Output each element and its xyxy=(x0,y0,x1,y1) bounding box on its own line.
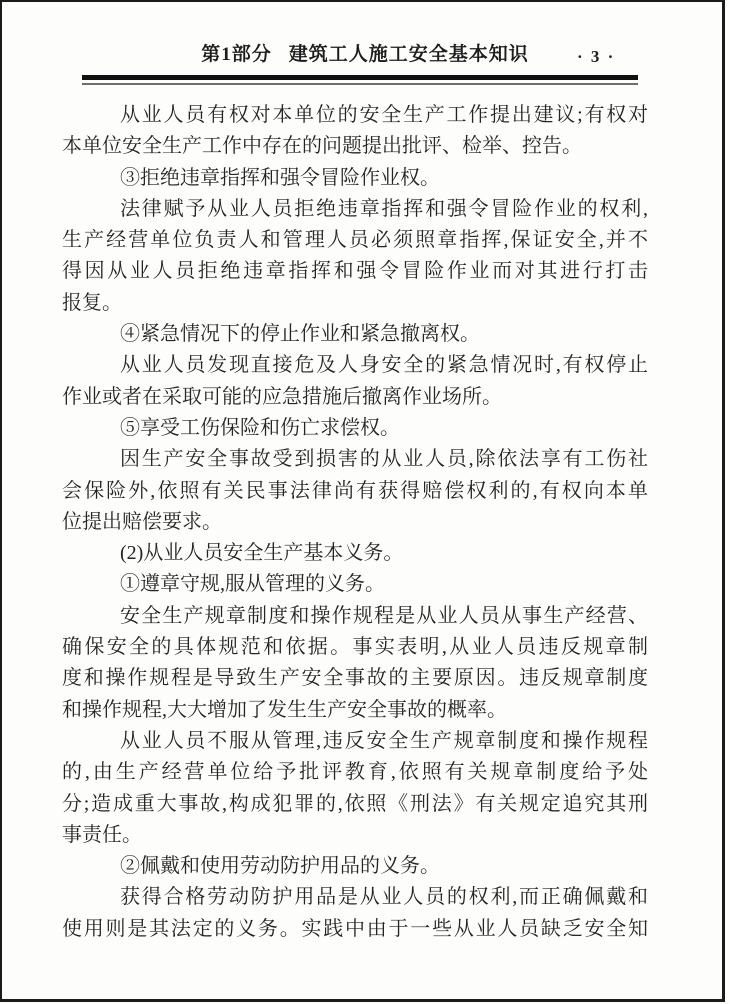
text-line: 获得合格劳动防护用品是从业人员的权利,而正确佩戴和 xyxy=(120,886,648,909)
text-line: (2)从业人员安全生产基本义务。 xyxy=(120,542,404,565)
header-rule-thick xyxy=(82,75,638,80)
text-line: 生产经营单位负责人和管理人员必须照章指挥,保证安全,并不 xyxy=(62,229,648,252)
text-line: 分;造成重大事故,构成犯罪的,依照《刑法》有关规定追究其刑 xyxy=(62,792,648,815)
text-line: 使用则是其法定的义务。实践中由于一些从业人员缺乏安全知 xyxy=(62,917,648,940)
text-line: 度和操作规程是导致生产安全事故的主要原因。违反规章制度 xyxy=(62,667,648,690)
text-line: 会保险外,依照有关民事法律尚有获得赔偿权利的,有权向本单 xyxy=(62,479,648,502)
text-line: 从业人员发现直接危及人身安全的紧急情况时,有权停止 xyxy=(120,354,648,377)
text-line: 事责任。 xyxy=(62,823,142,846)
text-line: 得因从业人员拒绝违章指挥和强令冒险作业而对其进行打击 xyxy=(62,260,648,283)
text-line: ⑤享受工伤保险和伤亡求偿权。 xyxy=(120,416,400,439)
text-line: 报复。 xyxy=(62,291,122,314)
text-line: 本单位安全生产工作中存在的问题提出批评、检举、控告。 xyxy=(62,135,582,158)
text-line: ④紧急情况下的停止作业和紧急撤离权。 xyxy=(120,323,480,346)
header-double-rule xyxy=(82,75,638,85)
page-number: · 3 · xyxy=(577,47,616,66)
section-label: 第1部分 xyxy=(201,44,272,65)
text-line: 法律赋予从业人员拒绝违章指挥和强令冒险作业的权利, xyxy=(120,197,648,220)
text-line: 确保安全的具体规范和依据。事实表明,从业人员违反规章制 xyxy=(62,636,648,659)
text-line: 和操作规程,大大增加了发生生产安全事故的概率。 xyxy=(62,698,507,721)
header-rule-thin xyxy=(82,83,638,85)
text-line: 因生产安全事故受到损害的从业人员,除依法享有工伤社 xyxy=(120,448,648,471)
text-line: 位提出赔偿要求。 xyxy=(62,510,222,533)
text-line: ①遵章守规,服从管理的义务。 xyxy=(120,573,385,596)
text-line: ②佩戴和使用劳动防护用品的义务。 xyxy=(120,855,440,878)
chapter-title: 建筑工人施工安全基本知识 xyxy=(288,44,529,65)
text-line: 安全生产规章制度和操作规程是从业人员从事生产经营、 xyxy=(120,604,648,627)
body-text xyxy=(62,100,648,945)
running-head xyxy=(0,44,730,66)
text-line: 从业人员有权对本单位的安全生产工作提出建议;有权对 xyxy=(120,104,648,126)
text-line: 的,由生产经营单位给予批评教育,依照有关规章制度给予处 xyxy=(62,761,648,784)
text-line: 作业或者在采取可能的应急措施后撤离作业场所。 xyxy=(62,385,502,408)
text-line: 从业人员不服从管理,违反安全生产规章制度和操作规程 xyxy=(120,729,648,752)
text-line: ③拒绝违章指挥和强令冒险作业权。 xyxy=(120,166,440,189)
